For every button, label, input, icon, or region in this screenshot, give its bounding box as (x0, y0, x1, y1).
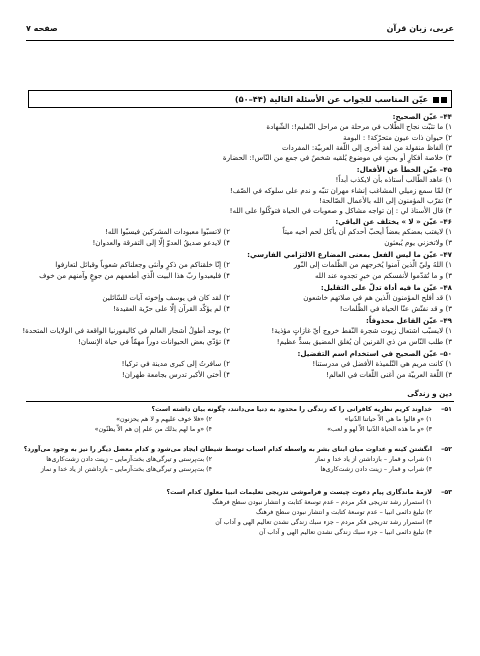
question-50 (28, 349, 452, 380)
question-title: ۵۰– عيّن الصحيح في استخدام اسم التفضيل: (297, 349, 452, 358)
instructions-text: عيّن المناسب للجواب عن الأسئلة التالية (۴۴–۵۰) (234, 94, 429, 104)
option[interactable]: ۴) تبليغ دائمى انبيا – جزء سبك زندگى نشدن تعاليم الهى و آداب آن (258, 529, 432, 536)
option[interactable]: ۴) لم يؤكّد القرآن إلّا على حرّية العقيدة! (113, 303, 230, 313)
option[interactable]: ۳) «و ما هذه الحياة الدّنيا الاّ لهو و لعب» (327, 426, 432, 433)
option[interactable]: ۳) ألفاظ منقولة من لغة أخرى إلى اللّغة العربيّة: المفردات (282, 142, 452, 152)
option[interactable]: ۲) تبليغ دائمى انبيا – عدم توسعهٔ كتابت و انتشار نبودن سطح فرهنگ (255, 509, 432, 516)
option[interactable]: ۴) تؤدّي بعض الحيوانات دوراً مهمّاً في حياة الإنسان! (78, 336, 230, 346)
header-divider (26, 40, 454, 41)
option[interactable]: ۱) عاهد الطّالب أستاذه بأن لايكذب أبداً! (335, 175, 452, 185)
option[interactable]: ۲) لمّا سمع زميلي المشاغب إنشاء مهران تنبّه و ندم على سلوكه في الصّف! (229, 185, 452, 195)
question-title: ۴۸– عيّن ما فيه أداة تدلّ على التقليل: (320, 283, 452, 292)
option[interactable]: ۱) «و قالوا ما هي الاّ حياتنا الدّنيا» (344, 416, 432, 423)
question-52 (23, 445, 452, 487)
question-45 (28, 165, 452, 216)
question-47 (28, 250, 452, 281)
option[interactable]: ۱) ما تثبّت نجاح الطّلاب في مرحلة من مراحل التّعليم!: الشّهادة (266, 122, 452, 132)
option[interactable]: ۲) «فلا خوف عليهم و لا هم يحزنون» (116, 416, 212, 423)
option[interactable]: ۴) خلاصة أفكارٍ أو بحثٍ في موضوع يُلقيه شخصٌ في جمع من النّاس!: الحضارة (222, 153, 452, 163)
option[interactable]: ۱) شراب و قمار – بازداشتن از ياد خدا و نماز (315, 456, 432, 463)
instructions-box (28, 90, 452, 108)
option[interactable]: ۱) كانت مريم هي التّلميذة الأفضل في مدرستنا! (312, 359, 452, 369)
option[interactable]: ۲) يوجد أطولُ أشجار العالم في كاليفورنيا الواقعة في الولايات المتحدة! (22, 326, 230, 336)
question-title: ۴۹– عيّن الفاعل محذوفاً: (366, 316, 452, 325)
question-46 (28, 217, 452, 248)
option[interactable]: ۳) و ما تُقدّموا لأنفسكم من خيرٍ تجدوه عند الله (315, 270, 452, 280)
question-53 (28, 488, 452, 548)
question-title: انگشتن كينه و عداوت ميان ابناى بشر به واسطه كدام اسباب توسط شيطان ايجاد مى‌شود و كدام معضل ديگر را نيز به وجود مى‌آورد؟ (23, 446, 432, 453)
section-title: دين و زندگى (407, 389, 452, 398)
option[interactable]: ۳) استمرار رشد تدريجى فكر مردم – جزء سبك زندگى نشدن تعاليم الهى و آداب آن (215, 519, 432, 526)
option[interactable]: ۳) طلب النّاس من ذي القرنين أن يُغلق المضيق بسدٍّ عظيم! (276, 336, 452, 346)
option[interactable]: ۲) سافرتُ إلى كبرى مدينة في تركيا! (121, 359, 230, 369)
option[interactable]: ۳) ولاتخزني يوم يُبعثون (384, 237, 452, 247)
question-number: ۵۲– (441, 446, 452, 453)
question-number: ۵۱– (441, 406, 452, 413)
square-bullet-icon (441, 97, 447, 103)
option[interactable]: ۱) قد أفلح المؤمنون الّذين هم في صلاتهم خاشعون (303, 293, 452, 303)
option[interactable]: ۲) إنّا خلقناكم من ذكرٍ وأنثى وجعلناكم شعوباً وقبائل لتعارفوا (55, 260, 230, 270)
option[interactable]: ۲) بت‌پرستى و تيرگى‌هاى بخت‌آزمايى – زينت دادن زشت‌كارى‌ها (46, 456, 212, 463)
option[interactable]: ۱) اللهُ وليّ الّذين آمنوا يُخرجهم من الظّلمات إلى النّور (293, 260, 452, 270)
option[interactable]: ۲) حيوان ذات عيون متحرّكة! : البومة (343, 132, 452, 142)
option[interactable]: ۳) اللّغة العربيّة من أغنى اللّغات في العالم! (326, 369, 452, 379)
option[interactable]: ۱) لايسبّب اشتعال زيوت شجرة النّفط خروج أيّ غازاتٍ مؤذية! (271, 326, 452, 336)
question-title: ۴۶– عيّن « لا » يختلف عن الباقي: (335, 217, 452, 226)
question-title: خداوند كريم نظريه كافرانى را كه زندگى را محدود به دنيا مى‌دانند، چگونه بيان داشته است؟ (151, 406, 432, 413)
page-number: صفحه ۷ (26, 24, 58, 33)
option[interactable]: ۳) و قد نفتّش عنّا الحياة في الظّلمات! (339, 303, 452, 313)
question-title: ۴۴– عيّن الصحيح: (392, 112, 452, 121)
question-48 (28, 283, 452, 314)
option[interactable]: ۲) لقد كان في يوسف وإخوته آيات للسّائلين (102, 293, 230, 303)
option[interactable]: ۴) «و ما لهم بذلك من علم إن هم الاّ يظنّون» (94, 426, 212, 433)
section-divider (26, 401, 454, 402)
option[interactable]: ۳) تقرّب المؤمنون إلى الله بالأعمال الصّالحة! (319, 195, 452, 205)
question-title: ۴۷– عيّن ما ليس الفعل بمعنى المضارع الالتزامي الفارسي: (247, 250, 452, 259)
subject-title: عربی، زبان قرآن (386, 24, 454, 33)
square-bullet-icon (433, 97, 439, 103)
page-header (26, 24, 454, 38)
option[interactable]: ۴) فليعبدوا ربّ هذا البيت الّذي أطعمهم من جوعٍ وآمنهم من خوف (39, 270, 230, 280)
question-44 (28, 112, 452, 163)
question-title: ۴۵– عيّن الخطأ عن الأفعال: (356, 165, 452, 174)
option[interactable]: ۴) بت‌پرستى و تيرگى‌هاى بخت‌آزمايى – بازداشتن از ياد خدا و نماز (40, 466, 212, 473)
option[interactable]: ۴) قال الأستاذ لي : إن تواجه مشاكل و صعوبات في الحياة فتوكّلوا على الله! (229, 206, 452, 216)
question-49 (22, 316, 452, 347)
question-number: ۵۳– (441, 489, 452, 496)
option[interactable]: ۴) أختي الأكبر تدرس بجامعة طهران! (121, 369, 230, 379)
option[interactable]: ۳) شراب و قمار – زينت دادن زشت‌كارى‌ها (320, 466, 432, 473)
option[interactable]: ۲) لاتسبّوا معبودات المشركين فيسبّوا الله! (105, 227, 230, 237)
question-title: لازمهٔ ماندگارى پيام دعوت چيست و فراموشى تدريجى تعليمات انبيا معلول كدام است؟ (166, 489, 432, 496)
option[interactable]: ۱) استمرار رشد تدريجى فكر مردم – عدم توسعهٔ كتابت و انتشار نبودن سطح فرهنگ (212, 499, 432, 506)
option[interactable]: ۱) لايغتب بعضكم بعضاً أيحبّ أحدكم أن يأكل لحم أخيه ميتاً (282, 227, 452, 237)
option[interactable]: ۴) لايدعو صديقُ العدوّ إلّا إلى التفرقة والعدوان! (92, 237, 230, 247)
question-51 (28, 405, 452, 445)
